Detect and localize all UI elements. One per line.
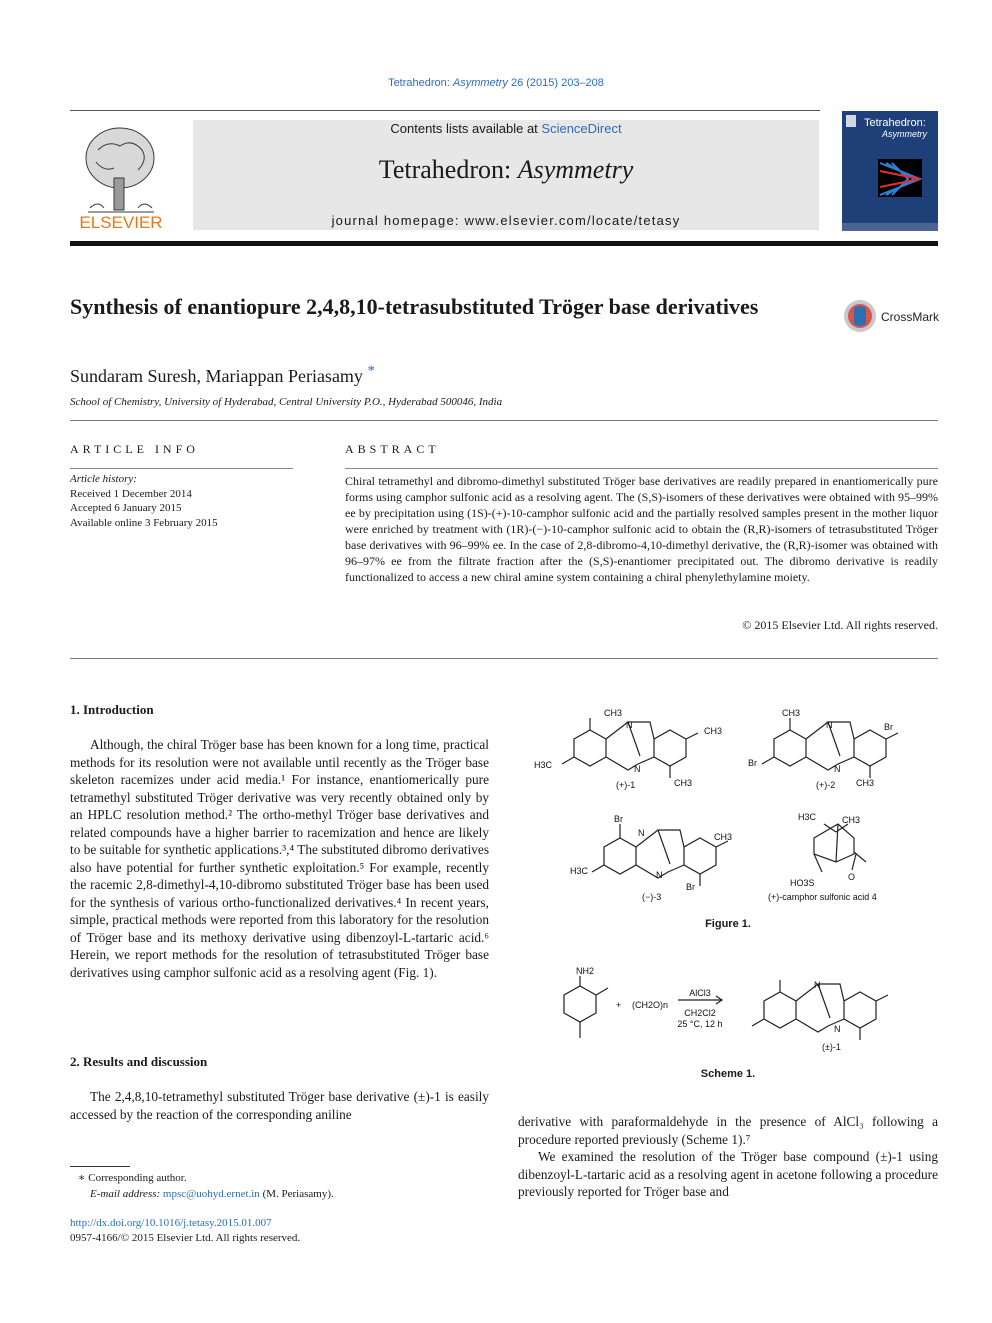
contents-prefix: Contents lists available at [390, 121, 542, 136]
right-column-text-1: derivative with paraformaldehyde in the presence of AlCl₃ following a procedure reported previously (Scheme 1).⁷ [518, 1114, 938, 1147]
issn-line: 0957-4166/© 2015 Elsevier Ltd. All rights reserved. [70, 1232, 301, 1244]
label-n: N [638, 828, 645, 838]
product-label: (±)-1 [822, 1042, 841, 1052]
journal-citation[interactable] [0, 77, 992, 89]
label-br: Br [686, 882, 695, 892]
label-ch3: CH3 [714, 832, 733, 842]
condition-2: CH2Cl2 [684, 1008, 716, 1018]
history-label: Article history: [70, 473, 137, 485]
label-n: N [634, 764, 641, 774]
received-date: Received 1 December 2014 [70, 487, 192, 500]
corresponding-author-note: ∗ Corresponding author. [78, 1172, 187, 1184]
label-ch3: CH3 [674, 778, 693, 788]
label-n: N [814, 980, 821, 990]
label-n: N [834, 764, 841, 774]
condition-3: 25 °C, 12 h [677, 1019, 723, 1029]
label-n: N [656, 870, 663, 880]
divider [70, 468, 293, 469]
cover-subtitle: Asymmetry [882, 129, 927, 139]
online-date: Available online 3 February 2015 [70, 516, 218, 529]
elsevier-logo [68, 120, 174, 232]
authors [70, 363, 375, 387]
label-br: Br [748, 758, 757, 768]
label-ch3: CH3 [704, 726, 723, 736]
accepted-date: Accepted 6 January 2015 [70, 502, 182, 514]
label-n: N [834, 1024, 841, 1034]
introduction-text: Although, the chiral Tröger base has been known for a long time, practical methods for its resolution were not available until recently as the Tröger base skeleton racemizes under acid media.¹ For instance, enantiomerically pure tetramethyl substituted Tröger derivative was very recently obtained only by an HPLC resolution method.² The ortho-methyl Tröger base derivatives and related compounds have a higher barrier to racemization and hence are likely to be suitable for synthetic applications.³,⁴ The substituted dibromo derivatives also have potential for further synthetic exploitation.⁵ For example, recently the racemic 2,8-dimethyl-4,10-dibromo substituted Tröger base has been used for the synthesis of various ortho-functionalized derivatives.⁴ In recent years, simple, practical methods were reported from this laboratory for the resolution of Tröger base and its methoxy derivative using dibenzoyl-L-tartaric acid.⁶ Herein, we report methods for the resolution of tetrasubstituted Tröger base derivatives using camphor sulfonic acid as a resolving agent (Fig. 1). [70, 737, 489, 980]
abstract-heading: ABSTRACT [345, 442, 440, 456]
elsevier-wordmark: ELSEVIER [79, 213, 163, 232]
reagent-label: (CH2O)n [632, 1000, 669, 1010]
figure-1 [518, 700, 938, 915]
crossmark-label: CrossMark [881, 310, 940, 324]
label-br: Br [884, 722, 893, 732]
condition-1: AlCl3 [689, 988, 711, 998]
citation-volume: 26 (2015) 203–208 [507, 77, 604, 89]
email-link[interactable]: mpsc@uohyd.ernet.in [162, 1188, 260, 1200]
scheme-1-reaction [518, 962, 938, 1062]
journal-name-plain: Tetrahedron: [378, 155, 518, 184]
results-heading: 2. Results and discussion [70, 1054, 208, 1069]
compound-1-label: (+)-1 [616, 780, 636, 790]
doi-block [70, 1216, 300, 1246]
label-ch3: CH3 [856, 778, 875, 788]
compound-3-label: (−)-3 [642, 892, 662, 902]
abstract-copyright: © 2015 Elsevier Ltd. All rights reserved. [742, 618, 938, 632]
figure-1-structures [518, 700, 938, 915]
citation-journal: Tetrahedron: [388, 77, 453, 89]
journal-cover-image [842, 111, 938, 231]
contents-line [193, 121, 819, 136]
label-h3c: H3C [798, 812, 817, 822]
crossmark-badge[interactable] [843, 298, 943, 334]
label-n: N [826, 720, 833, 730]
figure-1-caption: Figure 1. [705, 918, 751, 930]
label-h3c: H3C [570, 866, 589, 876]
article-history [70, 472, 300, 530]
divider [70, 658, 938, 659]
footnote-rule [70, 1166, 130, 1167]
email-label: E-mail address: [90, 1188, 163, 1200]
label-o: O [848, 872, 856, 882]
scheme-1-caption: Scheme 1. [700, 1068, 756, 1080]
compound-2-label: (+)-2 [816, 780, 836, 790]
journal-name-italic: Asymmetry [517, 155, 634, 184]
homepage-prefix: journal homepage: [331, 213, 465, 228]
abstract-text: Chiral tetramethyl and dibromo-dimethyl substituted Tröger base derivatives are readily prepared in enantiomerically pure forms using camphor sulfonic acid as a resolving agent. The (S,S)-isomers of these derivatives were obtained with 95–99% ee by precipitation using (1S)-(+)-10-camphor sulfonic acid and the partially resolved samples present in the mother liquor were enriched by treatment with (1R)-(−)-10-camphor sulfonic acid to obtain the (R,R)-isomers of tetrasubstituted Tröger base derivatives with 96–99% ee. In the case of 2,8-dibromo-4,10-dimethyl derivative, the (R,R)-isomer was obtained with 96–97% ee from the filtrate fraction after the (S,S)-enantiomer precipitated out. The dibromo derivative is readily functionalized to access a new chiral amine system containing a chiral phenylethylamine moiety. [345, 474, 938, 584]
label-n: N [626, 720, 633, 730]
plus-sign: + [616, 1000, 622, 1010]
corresponding-author-mark[interactable]: * [367, 363, 375, 379]
label-br: Br [614, 814, 623, 824]
journal-homepage [193, 213, 819, 228]
label-h3c: H3C [534, 760, 553, 770]
doi-link[interactable]: http://dx.doi.org/10.1016/j.tetasy.2015.01.007 [70, 1217, 272, 1229]
cover-title: Tetrahedron: [864, 117, 926, 129]
header-thick-rule [70, 241, 938, 246]
header-rule [70, 110, 820, 111]
footnote [78, 1170, 334, 1202]
author-names: Sundaram Suresh, Mariappan Periasamy [70, 366, 363, 386]
sciencedirect-link[interactable]: ScienceDirect [541, 121, 622, 136]
right-column-text-2: We examined the resolution of the Tröger base compound (±)-1 using dibenzoyl-L-tartaric acid as a resolving agent in acetone following a procedure previously reported for Tröger base and [518, 1149, 938, 1199]
label-ho3s: HO3S [790, 878, 815, 888]
journal-name [193, 155, 819, 185]
divider [70, 420, 938, 421]
crossmark-icon [843, 298, 943, 334]
elsevier-tree-icon [68, 120, 174, 232]
divider [345, 468, 938, 469]
article-title: Synthesis of enantiopure 2,4,8,10-tetrasubstituted Tröger base derivatives [70, 294, 759, 319]
citation-italic: Asymmetry [452, 77, 508, 89]
label-ch3: CH3 [842, 815, 861, 825]
journal-cover[interactable] [842, 111, 938, 231]
label-ch3: CH3 [782, 708, 801, 718]
homepage-link[interactable]: www.elsevier.com/locate/tetasy [464, 213, 681, 228]
results-text: The 2,4,8,10-tetramethyl substituted Tröger base derivative (±)-1 is easily accessed by the reaction of the corresponding aniline [70, 1089, 489, 1122]
scheme-1 [518, 962, 938, 1062]
label-ch3: CH3 [604, 708, 623, 718]
affiliation: School of Chemistry, University of Hyderabad, Central University P.O., Hyderabad 500046, India [70, 396, 503, 408]
compound-4-label: (+)-camphor sulfonic acid 4 [768, 892, 877, 902]
email-suffix: (M. Periasamy). [259, 1188, 334, 1200]
label-nh2: NH2 [576, 966, 595, 976]
introduction-heading: 1. Introduction [70, 702, 154, 717]
article-info-heading: ARTICLE INFO [70, 442, 199, 456]
